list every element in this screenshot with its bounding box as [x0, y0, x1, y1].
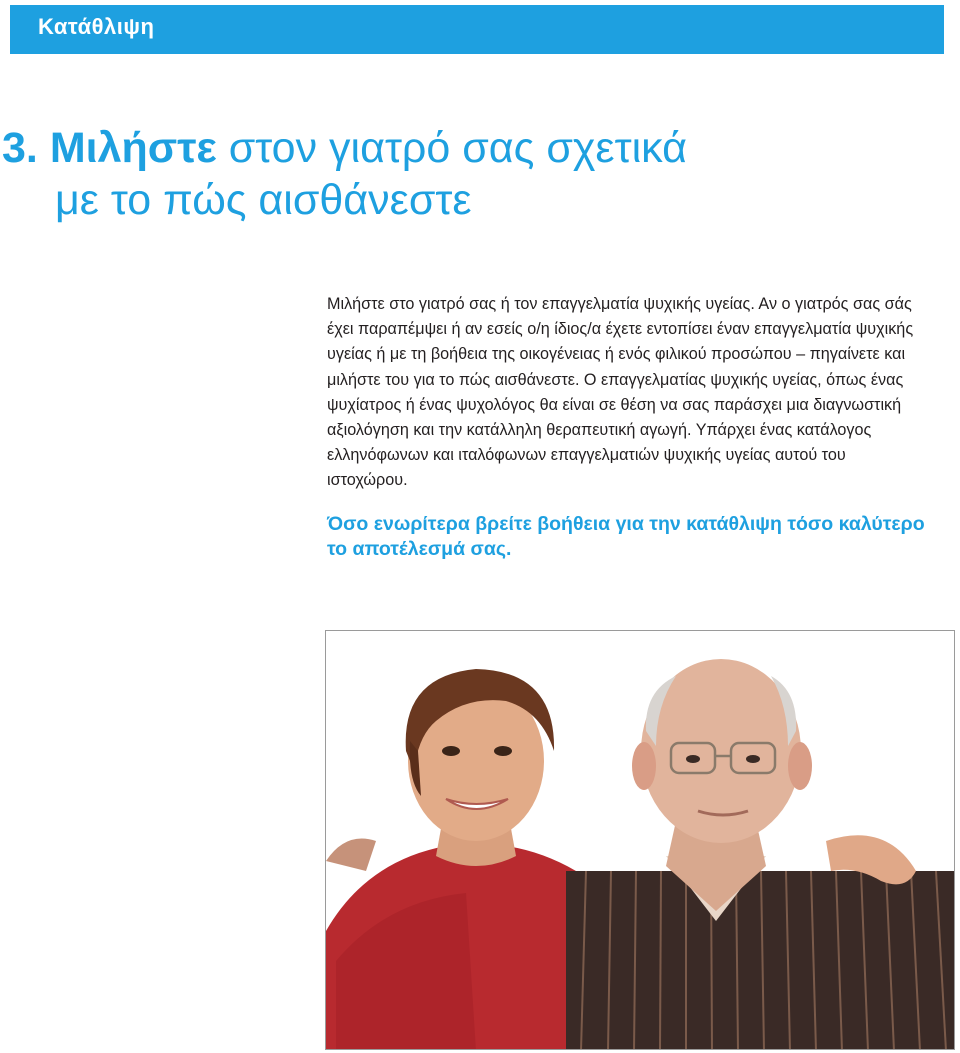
header-bar	[10, 5, 944, 54]
body-paragraph: Μιλήστε στο γιατρό σας ή τον επαγγελματία ψυχικής υγείας. Αν ο γιατρός σας σάς έχει παραπέμψει ή αν εσείς ο/η ίδιος/α έχετε εντοπίσει έναν επαγγελματία ψυχικής υγείας ή με τη βοήθεια της οικογένειας ή ενός φιλικού προσώπου – πηγαίνετε και μιλήστε του για το πώς αισθάνεστε. Ο επαγγελματίας ψυχικής υγείας, όπως ένας ψυχίατρος ή ένας ψυχολόγος θα είναι σε θέση να σας παράσχει μια διαγνωστική αξιολόγηση και την κατάλληλη θεραπευτική αγωγή. Υπάρχει ένας κατάλογος ελληνόφωνων και ιταλόφωνων επαγγελματιών ψυχικής υγείας αυτού του ιστοχώρου.	[327, 295, 914, 490]
section-number: 3.	[2, 124, 38, 172]
header-title: Κατάθλιψη	[38, 14, 155, 39]
heading-line2: με το πώς αισθάνεστε	[55, 176, 472, 224]
heading-line1: στον γιατρό σας σχετικά	[228, 124, 687, 172]
photo-couple	[325, 630, 955, 1050]
callout-text: Όσο ενωρίτερα βρείτε βοήθεια για την κατάθλιψη τόσο καλύτερο το αποτέλεσμά σας.	[327, 513, 925, 560]
heading-bold: Μιλήστε	[49, 124, 217, 172]
photo-illustration	[326, 631, 955, 1050]
page-title	[2, 122, 902, 226]
